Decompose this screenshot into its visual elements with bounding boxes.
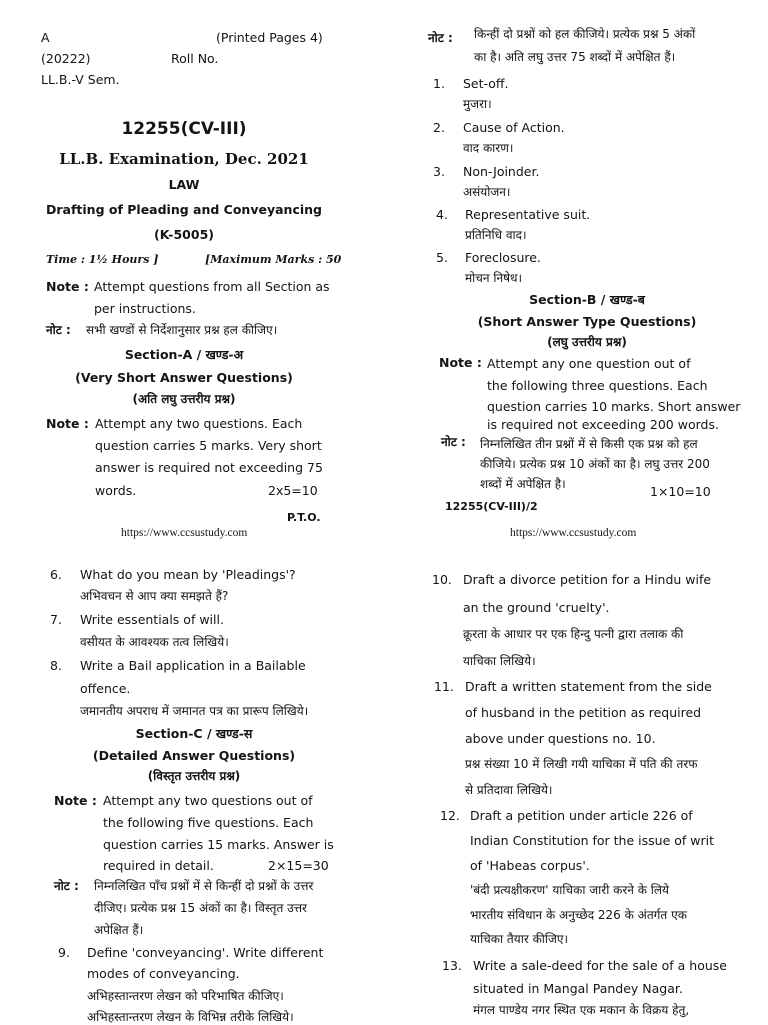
question-text: an the ground 'cruelty'.: [463, 600, 610, 615]
question-number: 4.: [436, 207, 448, 222]
printed-pages: (Printed Pages 4): [216, 30, 323, 45]
note-c-line: the following five questions. Each: [103, 815, 314, 830]
note-label: Note :: [46, 279, 89, 294]
note-a-line: answer is required not exceeding 75: [95, 460, 323, 475]
exam-code: (20222): [41, 51, 91, 66]
question-text: Non-Joinder.: [463, 164, 540, 179]
question-number: 13.: [442, 958, 462, 973]
hindi-note-label: नोट :: [428, 31, 453, 45]
section-c-heading: Section-C / खण्ड-स: [135, 726, 253, 741]
question-hindi: मोचन निषेध।: [465, 271, 523, 285]
question-text: above under questions no. 10.: [465, 731, 656, 746]
question-hindi: असंयोजन।: [463, 185, 511, 199]
question-number: 10.: [432, 572, 452, 587]
note-c-label: Note :: [54, 793, 97, 808]
question-hindi: याचिका लिखिये।: [463, 654, 536, 668]
note-a-marks: 2x5=10: [268, 483, 318, 498]
question-text: Draft a petition under article 226 of: [470, 808, 693, 823]
question-number: 2.: [433, 120, 445, 135]
section-a-heading: Section-A / खण्ड-अ: [124, 347, 244, 362]
note-c-marks: 2×15=30: [268, 858, 329, 873]
subject: LAW: [168, 177, 200, 192]
question-number: 8.: [50, 658, 62, 673]
note-b-line: question carries 10 marks. Short answer: [487, 399, 741, 414]
question-text: Representative suit.: [465, 207, 591, 222]
question-text: of husband in the petition as required: [465, 705, 702, 720]
question-hindi: अभिहस्तान्तरण लेखन को परिभाषित कीजिए।: [87, 989, 284, 1003]
note-c-line: question carries 15 marks. Answer is: [103, 837, 334, 852]
note-line: Attempt questions from all Section as: [94, 279, 330, 294]
question-text: Write a sale-deed for the sale of a house: [473, 958, 727, 973]
hindi-note-line: किन्हीं दो प्रश्नों को हल कीजिये। प्रत्येक प्रश्न 5 अंकों: [474, 27, 696, 41]
question-hindi: मुजरा।: [463, 97, 492, 111]
question-number: 1.: [433, 76, 445, 91]
question-hindi: 'बंदी प्रत्यक्षीकरण' याचिका जारी करने के लिये: [470, 883, 669, 897]
note-b-label: Note :: [439, 355, 482, 370]
question-hindi: भारतीय संविधान के अनुच्छेद 226 के अंतर्गत एक: [470, 908, 687, 922]
footer-code: 12255(CV-III)/2: [445, 500, 538, 513]
note-b-line: the following three questions. Each: [487, 378, 708, 393]
note-c-line: Attempt any two questions out of: [103, 793, 313, 808]
section-a-subtitle: (Very Short Answer Questions): [75, 370, 293, 385]
question-text: Define 'conveyancing'. Write different: [87, 945, 324, 960]
question-text: of 'Habeas corpus'.: [470, 858, 590, 873]
note-a-line: question carries 5 marks. Very short: [95, 438, 322, 453]
question-text: Indian Constitution for the issue of writ: [470, 833, 714, 848]
question-text: offence.: [80, 681, 131, 696]
roll-number-label: Roll No.: [171, 51, 219, 66]
hindi-note-line: का है। अति लघु उत्तर 75 शब्दों में अपेक्षित हैं।: [474, 50, 676, 64]
note-b-line: Attempt any one question out of: [487, 356, 691, 371]
question-text: Cause of Action.: [463, 120, 565, 135]
question-hindi: वसीयत के आवश्यक तत्व लिखिये।: [80, 635, 229, 649]
note-c-line: required in detail.: [103, 858, 214, 873]
pto-label: P.T.O.: [287, 511, 321, 524]
question-number: 3.: [433, 164, 445, 179]
question-hindi: याचिका तैयार कीजिए।: [470, 932, 569, 946]
question-text: Draft a written statement from the side: [465, 679, 712, 694]
question-text: Foreclosure.: [465, 250, 541, 265]
section-c-hindi-subtitle: (विस्तृत उत्तरीय प्रश्न): [147, 769, 241, 783]
question-text: Set-off.: [463, 76, 509, 91]
question-number: 5.: [436, 250, 448, 265]
note-a-line: words.: [95, 483, 137, 498]
question-text: situated in Mangal Pandey Nagar.: [473, 981, 683, 996]
section-b-subtitle: (Short Answer Type Questions): [477, 314, 697, 329]
note-b-line: is required not exceeding 200 words.: [487, 417, 719, 432]
paper-id: (K-5005): [153, 227, 214, 242]
hindi-note-b-label: नोट :: [441, 435, 466, 449]
source-url[interactable]: https://www.ccsustudy.com: [510, 527, 637, 539]
question-text: What do you mean by 'Pleadings'?: [80, 567, 296, 582]
source-url[interactable]: https://www.ccsustudy.com: [121, 527, 248, 539]
max-marks: [Maximum Marks : 50: [205, 253, 342, 266]
question-text: Draft a divorce petition for a Hindu wife: [463, 572, 712, 587]
hindi-note-label: नोट :: [46, 323, 71, 337]
hindi-note-c-line: अपेक्षित हैं।: [94, 923, 144, 937]
question-hindi: प्रतिनिधि वाद।: [465, 228, 527, 242]
question-hindi: मंगल पाण्डेय नगर स्थित एक मकान के विक्रय हेतु,: [473, 1003, 690, 1017]
question-hindi: वाद कारण।: [463, 141, 514, 155]
question-number: 6.: [50, 567, 62, 582]
paper-name: Drafting of Pleading and Conveyancing: [46, 202, 322, 217]
question-text: modes of conveyancing.: [87, 966, 240, 981]
question-text: Write essentials of will.: [80, 612, 224, 627]
question-number: 7.: [50, 612, 62, 627]
hindi-note-b-line: निम्नलिखित तीन प्रश्नों में से किसी एक प्रश्न को हल: [480, 437, 698, 451]
hindi-note-c-line: निम्नलिखित पाँच प्रश्नों में से किन्हीं दो प्रश्नों के उत्तर: [94, 879, 314, 893]
exam-title: LL.B. Examination, Dec. 2021: [59, 150, 309, 168]
question-text: Write a Bail application in a Bailable: [80, 658, 306, 673]
hindi-note-b-line: शब्दों में अपेक्षित है।: [480, 477, 566, 491]
question-hindi: अभिवचन से आप क्या समझते हैं?: [80, 589, 229, 603]
hindi-note-c-line: दीजिए। प्रत्येक प्रश्न 15 अंकों का है। विस्तृत उत्तर: [94, 901, 307, 915]
note-b-marks: 1×10=10: [650, 484, 711, 499]
paper-code: 12255(CV-III): [121, 119, 247, 139]
question-hindi: अभिहस्तान्तरण लेखन के विभिन्न तरीके लिखिये।: [87, 1010, 294, 1024]
note-a-line: Attempt any two questions. Each: [95, 416, 303, 431]
course-semester: LL.B.-V Sem.: [41, 72, 120, 87]
series-letter: A: [41, 30, 50, 45]
hindi-note-c-label: नोट :: [54, 879, 79, 893]
question-number: 9.: [58, 945, 70, 960]
note-a-label: Note :: [46, 416, 89, 431]
note-line: per instructions.: [94, 301, 196, 316]
hindi-note-text: सभी खण्डों से निर्देशानुसार प्रश्न हल कीजिए।: [86, 323, 278, 337]
section-b-heading: Section-B / खण्ड-ब: [529, 292, 645, 307]
question-hindi: से प्रतिदावा लिखिये।: [465, 783, 553, 797]
question-hindi: जमानतीय अपराध में जमानत पत्र का प्रारूप लिखिये।: [80, 704, 309, 718]
section-c-subtitle: (Detailed Answer Questions): [92, 748, 296, 763]
question-number: 11.: [434, 679, 454, 694]
section-b-hindi-subtitle: (लघु उत्तरीय प्रश्न): [547, 335, 627, 349]
hindi-note-b-line: कीजिये। प्रत्येक प्रश्न 10 अंकों का है। लघु उत्तर 200: [480, 457, 710, 471]
question-hindi: प्रश्न संख्या 10 में लिखी गयी याचिका में पति की तरफ: [465, 757, 698, 771]
question-number: 12.: [440, 808, 460, 823]
exam-time: Time : 1½ Hours ]: [46, 253, 159, 266]
section-a-hindi-subtitle: (अति लघु उत्तरीय प्रश्न): [132, 392, 236, 406]
question-hindi: क्रूरता के आधार पर एक हिन्दु पत्नी द्वारा तलाक की: [463, 627, 684, 641]
